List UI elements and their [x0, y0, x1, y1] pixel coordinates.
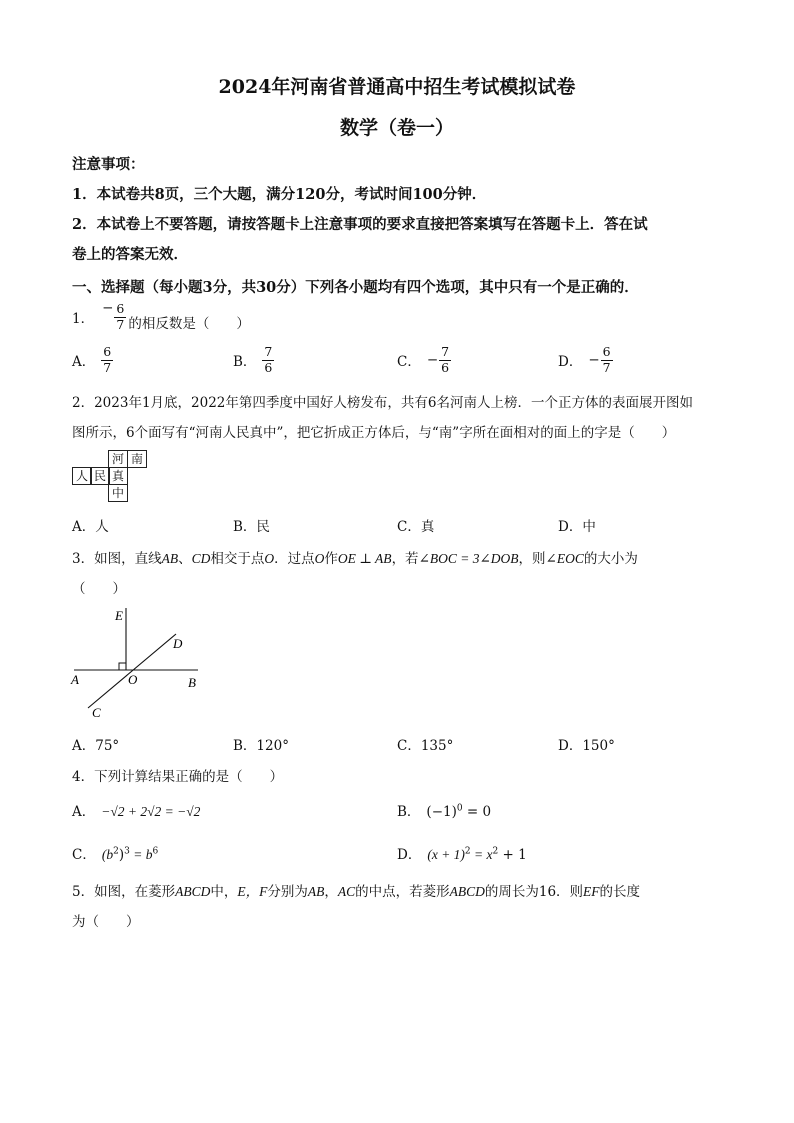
q3-angle-equation: ∠BOC = 3∠DOB [418, 551, 519, 566]
q3-stem-line-1 [72, 547, 638, 567]
label-e: E [115, 608, 123, 623]
q1-stem-fraction [114, 303, 126, 331]
q4-option-d-result: = x [470, 847, 493, 862]
q4-option-b-label: B． [397, 804, 421, 820]
q1-option-b-fraction [262, 346, 274, 374]
q4-option-d-exponent: 2 [464, 846, 471, 857]
q3-text-3: 相交于点 [210, 551, 265, 567]
q1-option-c-numerator: 7 [441, 344, 450, 359]
q4-option-b-base: (−1) [426, 804, 457, 820]
q3-angle-figure [66, 604, 211, 722]
q4-option-b[interactable] [397, 800, 491, 820]
question-1 [72, 300, 250, 332]
q1-option-c-denominator: 6 [441, 359, 450, 375]
label-c: C [92, 705, 101, 720]
q5-text-7: 的长度 [599, 884, 641, 900]
q2-stem-line-1: 2．2023年1月底，2022年第四季度中国好人榜发布，共有6名河南人上榜．一个正方体的表面展开图如 [72, 395, 693, 411]
q2-option-d[interactable]: D．中 [558, 519, 596, 535]
q3-line-ab: AB [161, 551, 179, 566]
section-1-heading: 一、选择题（每小题3分，共30分）下列各小题均有四个选项，其中只有一个是正确的． [72, 279, 639, 296]
q1-option-a-fraction [101, 346, 113, 374]
q1-option-d-sign: − [588, 352, 600, 368]
q4-option-a-label: A． [72, 804, 96, 820]
q1-option-d-fraction [601, 346, 613, 374]
q5-text-4: ， [324, 884, 338, 900]
q1-option-c[interactable] [397, 346, 451, 374]
q3-option-d[interactable]: D．150° [558, 738, 615, 754]
q4-option-c-close: ) [118, 847, 125, 863]
q1-option-b-denominator: 6 [264, 359, 273, 375]
q5-text-5: 的中点，若菱形 [355, 884, 450, 900]
q4-option-d[interactable] [397, 843, 527, 863]
q4-option-c[interactable] [72, 843, 158, 863]
q4-option-c-inner-exponent: 2 [113, 846, 119, 857]
q1-option-b[interactable] [233, 346, 274, 374]
q1-option-d-numerator: 6 [602, 344, 611, 359]
q4-option-d-base: (x + 1) [427, 847, 465, 862]
q3-text-5: 作 [324, 551, 338, 567]
q1-option-c-label: C． [397, 354, 421, 370]
notice-item-1: 1．本试卷共8页，三个大题，满分120分，考试时间100分钟． [72, 186, 487, 203]
q1-option-d-label: D． [558, 354, 583, 370]
q2-option-b[interactable]: B．民 [233, 519, 270, 535]
q2-stem-line-2: 图所示，6个面写有“河南人民真中”，把它折成正方体后，与“南”字所在面相对的面上的字是（ ） [72, 425, 676, 441]
q1-option-a[interactable] [72, 346, 113, 374]
label-a: A [71, 672, 79, 687]
q1-option-a-label: A． [72, 354, 96, 370]
q5-text-3: 分别为 [267, 884, 308, 900]
exam-title: 2024年河南省普通高中招生考试模拟试卷 [218, 76, 576, 98]
q1-stem-numerator: 6 [116, 301, 125, 316]
q3-angle-eoc: ∠EOC [545, 551, 584, 566]
q2-option-c[interactable]: C．真 [397, 519, 435, 535]
q4-option-d-label: D． [397, 847, 422, 863]
q3-perpendicular: OE ⊥ AB [337, 551, 392, 566]
label-b: B [188, 675, 196, 690]
q1-option-a-denominator: 7 [103, 359, 112, 375]
label-o: O [128, 672, 138, 687]
q1-option-a-numerator: 6 [103, 344, 112, 359]
q4-option-c-label: C． [72, 847, 96, 863]
q5-stem-line-2: 为（ ） [72, 914, 140, 930]
q4-option-c-base: (b [101, 847, 114, 862]
q5-stem-line-1 [72, 880, 640, 900]
q5-rhombus-2: ABCD [449, 884, 485, 899]
q5-segment-ef: EF [583, 884, 600, 899]
q3-point-o: O [264, 551, 275, 566]
q1-option-c-fraction [439, 346, 451, 374]
q3-text-7: ，则 [518, 551, 546, 567]
q4-option-c-result: = b [129, 847, 153, 862]
q1-option-c-sign: − [426, 352, 439, 368]
q1-stem-sign: − [102, 300, 114, 316]
q1-number: 1． [72, 311, 95, 327]
net-cell-zhen: 真 [108, 467, 128, 485]
q3-text-2: 、 [178, 551, 192, 567]
q4-option-c-result-exponent: 6 [152, 846, 159, 857]
q4-option-d-rest: + 1 [498, 847, 527, 863]
net-cell-nan: 南 [127, 450, 147, 468]
q2-option-a[interactable]: A．人 [72, 519, 109, 535]
q5-text-1: 5．如图，在菱形 [72, 884, 176, 900]
q5-side-ab: AB [307, 884, 325, 899]
q3-stem-line-2: （ ） [72, 581, 126, 597]
notice-item-2-line-2: 卷上的答案无效． [72, 246, 188, 263]
q1-option-b-label: B． [233, 354, 257, 370]
q4-option-b-rest: = 0 [462, 804, 492, 820]
q3-text-4: ．过点 [274, 551, 315, 567]
right-angle-mark [119, 663, 126, 670]
line-cd [88, 634, 176, 708]
q1-stem-text: 的相反数是（ ） [128, 316, 250, 332]
q4-option-a[interactable] [72, 800, 200, 820]
q3-text-6: ，若 [391, 551, 419, 567]
q3-text-8: 的大小为 [583, 551, 638, 567]
net-cell-ren: 人 [72, 467, 92, 485]
q4-option-c-exponent: 3 [124, 846, 130, 857]
net-cell-he: 河 [108, 450, 128, 468]
q5-diagonal-ac: AC [337, 884, 356, 899]
q3-point-o-2: O [314, 551, 325, 566]
cube-net-figure [72, 450, 152, 506]
q1-option-d[interactable] [558, 346, 613, 374]
notice-item-2-line-1: 2．本试卷上不要答题，请按答题卡上注意事项的要求直接把答案填写在答题卡上．答在试 [72, 216, 648, 233]
net-cell-zhong: 中 [108, 484, 128, 502]
q1-option-b-numerator: 7 [264, 344, 273, 359]
q5-points-ef: E，F [237, 884, 268, 899]
q3-option-c[interactable]: C．135° [397, 738, 454, 754]
q4-option-a-expression: −√2 + 2√2 = −√2 [101, 804, 201, 819]
notice-heading: 注意事项： [72, 156, 145, 173]
q5-rhombus: ABCD [175, 884, 211, 899]
q4-option-d-result-exponent: 2 [492, 846, 499, 857]
q4-option-b-exponent: 0 [456, 803, 463, 814]
q4-stem: 4．下列计算结果正确的是（ ） [72, 769, 284, 785]
q3-line-cd: CD [191, 551, 211, 566]
q1-option-d-denominator: 7 [602, 359, 611, 375]
q3-text-1: 3．如图，直线 [72, 551, 162, 567]
label-d: D [173, 636, 183, 651]
q3-option-b[interactable]: B．120° [233, 738, 289, 754]
q3-option-a[interactable]: A．75° [72, 738, 120, 754]
exam-subtitle: 数学（卷一） [339, 117, 454, 139]
q5-text-6: 的周长为16．则 [484, 884, 584, 900]
net-cell-min: 民 [90, 467, 110, 485]
q1-stem-denominator: 7 [116, 316, 125, 332]
q5-text-2: 中， [210, 884, 238, 900]
